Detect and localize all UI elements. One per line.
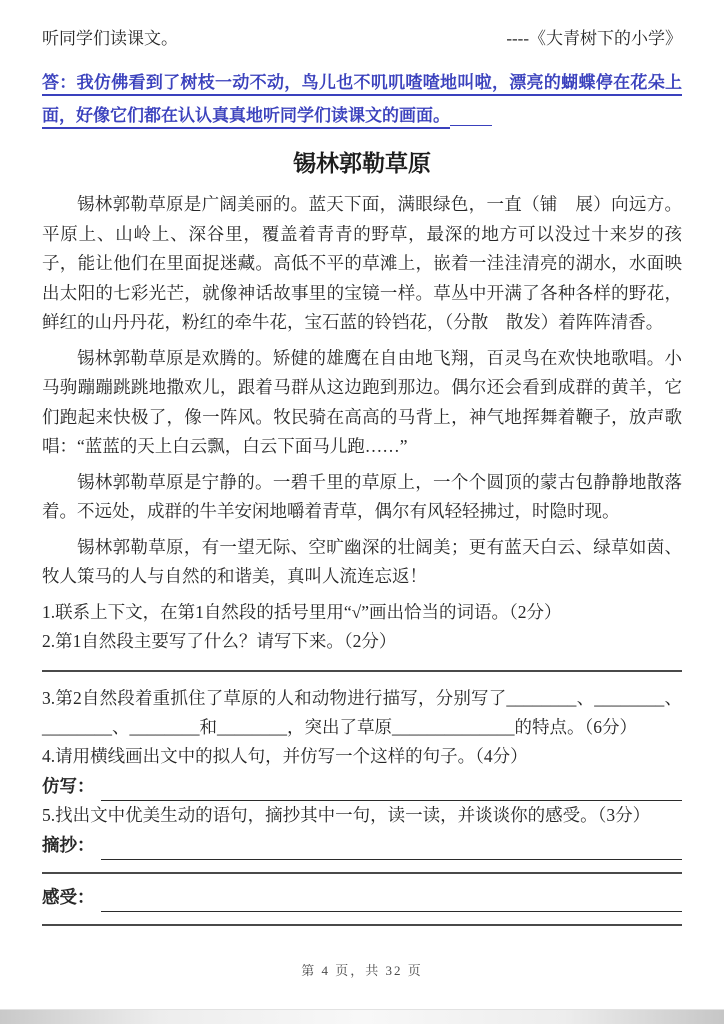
handwritten-answer-text: 答：我仿佛看到了树枝一动不动，鸟儿也不叽叽喳喳地叫啦，漂亮的蝴蝶停在花朵上面，好像它们都在认认真真地听同学们读课文的画面。 — [42, 73, 682, 125]
question-5: 5.找出文中优美生动的语句，摘抄其中一句，读一读，并谈谈你的感受。（3分） — [42, 804, 651, 825]
imitate-answer-line — [101, 779, 683, 801]
page-header — [42, 28, 682, 50]
excerpt-answer-line-2 — [42, 872, 682, 874]
question-1: 1.联系上下文，在第1自然段的括号里用“√”画出恰当的词语。（2分） — [42, 601, 562, 622]
answer-trailing-underline — [450, 125, 492, 126]
excerpt-answer-line — [101, 838, 683, 860]
feeling-answer-row — [42, 882, 682, 912]
header-left-text: 听同学们读课文。 — [42, 29, 178, 48]
excerpt-answer-row — [42, 830, 682, 860]
passage-paragraph-1: 锡林郭勒草原是广阔美丽的。蓝天下面，满眼绿色，一直（铺 展）向远方。平原上、山岭上、深谷里，覆盖着青青的野草，最深的地方可以没过十来岁的孩子，能让他们在里面捉迷藏。高低不平的草滩上，嵌着一洼洼清亮的湖水，水面映出太阳的七彩光芒，就像神话故事里的宝镜一样。草丛中开满了各种各样的野花，鲜红的山丹丹花，粉红的牵牛花，宝石蓝的铃铛花，（分散 散发）着阵阵清香。 — [42, 194, 682, 332]
question-2: 2.第1自然段主要写了什么？请写下来。（2分） — [42, 630, 397, 651]
feeling-answer-line-2 — [42, 924, 682, 926]
imitate-answer-row — [42, 771, 682, 801]
page-number-footer: 第 4 页，共 32 页 — [301, 962, 423, 978]
imitate-label: 仿写： — [42, 775, 95, 796]
passage-paragraph-3: 锡林郭勒草原是宁静的。一碧千里的草原上，一个个圆顶的蒙古包静静地散落着。不远处，成群的牛羊安闲地嚼着青草，偶尔有风轻轻拂过，时隐时现。 — [42, 471, 682, 521]
excerpt-label: 摘抄： — [42, 834, 95, 855]
feeling-label: 感受： — [42, 886, 95, 907]
scan-page-bottom-edge — [0, 1009, 724, 1024]
passage-paragraph-2: 锡林郭勒草原是欢腾的。矫健的雄鹰在自由地飞翔，百灵鸟在欢快地歌唱。小马驹蹦蹦跳跳地撒欢儿，跟着马群从这边跑到那边。偶尔还会看到成群的黄羊，它们跑起来快极了，像一阵风。牧民骑在高高的马背上，神气地挥舞着鞭子，放声歌唱：“蓝蓝的天上白云飘，白云下面马儿跑……” — [42, 347, 682, 456]
feeling-answer-line — [101, 890, 683, 912]
question-3: 3.第2自然段着重抓住了草原的人和动物进行描写，分别写了________、________、________、________和________，突出了草原______________的特点。（6分） — [42, 687, 682, 737]
header-source-citation: ----《大青树下的小学》 — [506, 29, 682, 48]
question-4: 4.请用横线画出文中的拟人句，并仿写一个这样的句子。（4分） — [42, 745, 528, 766]
handwritten-answer — [42, 66, 682, 132]
passage-paragraph-4: 锡林郭勒草原，有一望无际、空旷幽深的壮阔美；更有蓝天白云、绿草如茵、牧人策马的人与自然的和谐美，真叫人流连忘返！ — [42, 536, 682, 586]
passage-title: 锡林郭勒草原 — [293, 151, 431, 176]
question-2-answer-line — [42, 670, 682, 672]
